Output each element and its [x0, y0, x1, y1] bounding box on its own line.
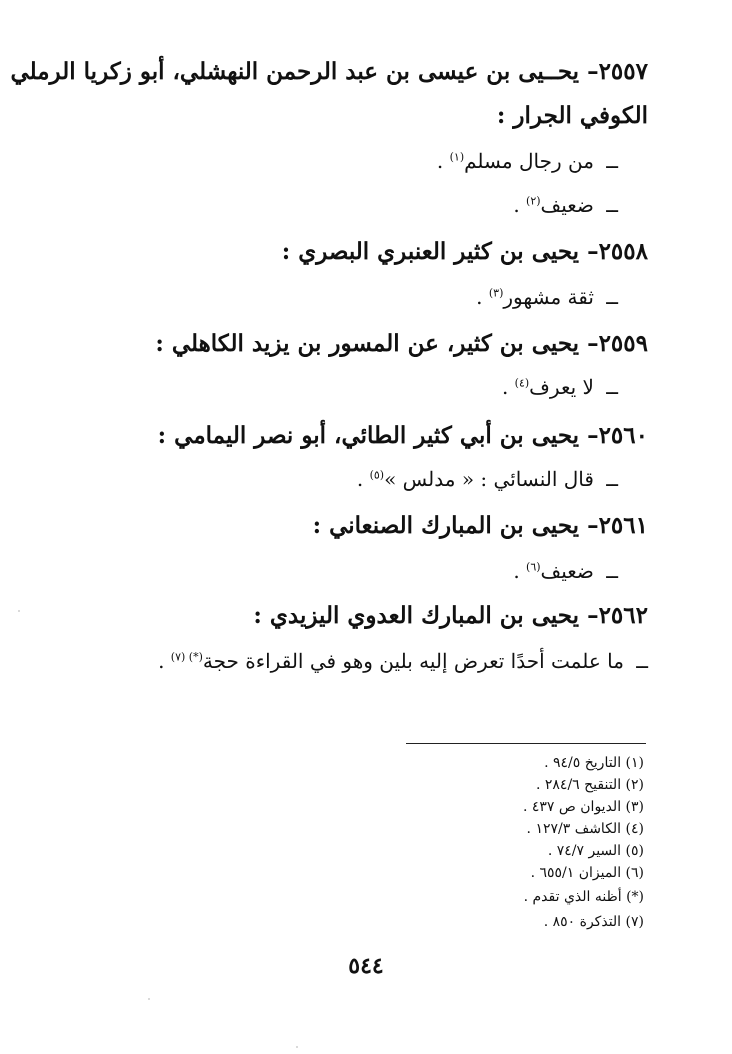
entry-heading: ٢٥٦٢– يحيى بن المبارك العدوي اليزيدي :	[253, 602, 648, 629]
entry-note	[437, 146, 618, 176]
entry-heading-continuation: الكوفي الجرار :	[496, 102, 648, 129]
scan-speck	[18, 610, 20, 612]
note-end: .	[513, 193, 520, 217]
note-end: .	[501, 375, 509, 399]
footnote-ref: (٣)	[488, 286, 504, 300]
entry-note	[158, 646, 648, 676]
note-text: ثقة مشهور	[503, 285, 594, 309]
entry-heading: ٢٥٥٨– يحيى بن كثير العنبري البصري :	[281, 238, 648, 265]
scan-speck	[296, 1046, 298, 1048]
entry-heading: ٢٥٥٩– يحيى بن كثير، عن المسور بن يزيد الكاهلي :	[155, 330, 648, 357]
footnote: (٤) الكاشف ١٢٧/٣ .	[526, 821, 644, 837]
note-text: من رجال مسلم	[464, 149, 594, 173]
footnote: (٥) السير ٧٤/٧ .	[547, 843, 644, 859]
entry-note	[476, 282, 618, 312]
footnote: (٣) الديوان ص ٤٣٧ .	[522, 799, 644, 815]
entry-note	[357, 464, 618, 494]
note-end: .	[513, 559, 520, 583]
footnote-ref: (٦)	[526, 560, 541, 574]
note-end: .	[356, 467, 364, 491]
scan-speck	[148, 998, 150, 1000]
note-text: لا يعرف	[529, 375, 594, 399]
note-text: ضعيف	[540, 559, 594, 583]
note-dash: ــ	[606, 149, 618, 173]
footnote-ref: (٤)	[514, 376, 530, 390]
note-dash: ــ	[606, 375, 618, 399]
footnote: (٦) الميزان ٦٥٥/١ .	[530, 865, 644, 881]
note-end: .	[436, 149, 444, 173]
entry-note	[513, 190, 618, 220]
footnote-divider	[406, 743, 646, 744]
entry-note	[513, 556, 618, 586]
note-dash: ــ	[636, 649, 648, 673]
note-end: .	[158, 649, 165, 673]
entry-heading: ٢٥٦٠– يحيى بن أبي كثير الطائي، أبو نصر اليمامي :	[157, 422, 648, 449]
note-end: .	[476, 285, 483, 309]
footnote-ref: (١)	[449, 150, 465, 164]
note-dash: ــ	[606, 193, 618, 217]
note-text: ما علمت أحدًا تعرض إليه بلين وهو في القراءة حجة	[202, 649, 624, 673]
footnote-ref: (*) (٧)	[170, 650, 203, 664]
footnote: (*) أظنه الذي تقدم .	[523, 889, 644, 905]
footnote-ref: (٢)	[526, 194, 541, 208]
note-dash: ــ	[606, 559, 618, 583]
footnote: (١) التاريخ ٩٤/٥ .	[544, 755, 644, 771]
entry-note	[502, 372, 618, 402]
page-number: ٥٤٤	[348, 953, 384, 979]
note-text: ضعيف	[540, 193, 594, 217]
note-text: قال النسائي : « مدلس »	[384, 467, 594, 491]
entry-heading: ٢٥٦١– يحيى بن المبارك الصنعاني :	[312, 512, 648, 539]
note-dash: ــ	[606, 285, 618, 309]
note-dash: ــ	[606, 467, 618, 491]
footnote: (٢) التنقيح ٢٨٤/٦ .	[535, 777, 644, 793]
entry-heading: ٢٥٥٧– يحــيى بن عيسى بن عبد الرحمن النهشلي، أبو زكريا الرملي	[10, 58, 648, 85]
footnote-ref: (٥)	[369, 468, 385, 482]
footnote: (٧) التذكرة ٨٥٠ .	[543, 914, 644, 930]
